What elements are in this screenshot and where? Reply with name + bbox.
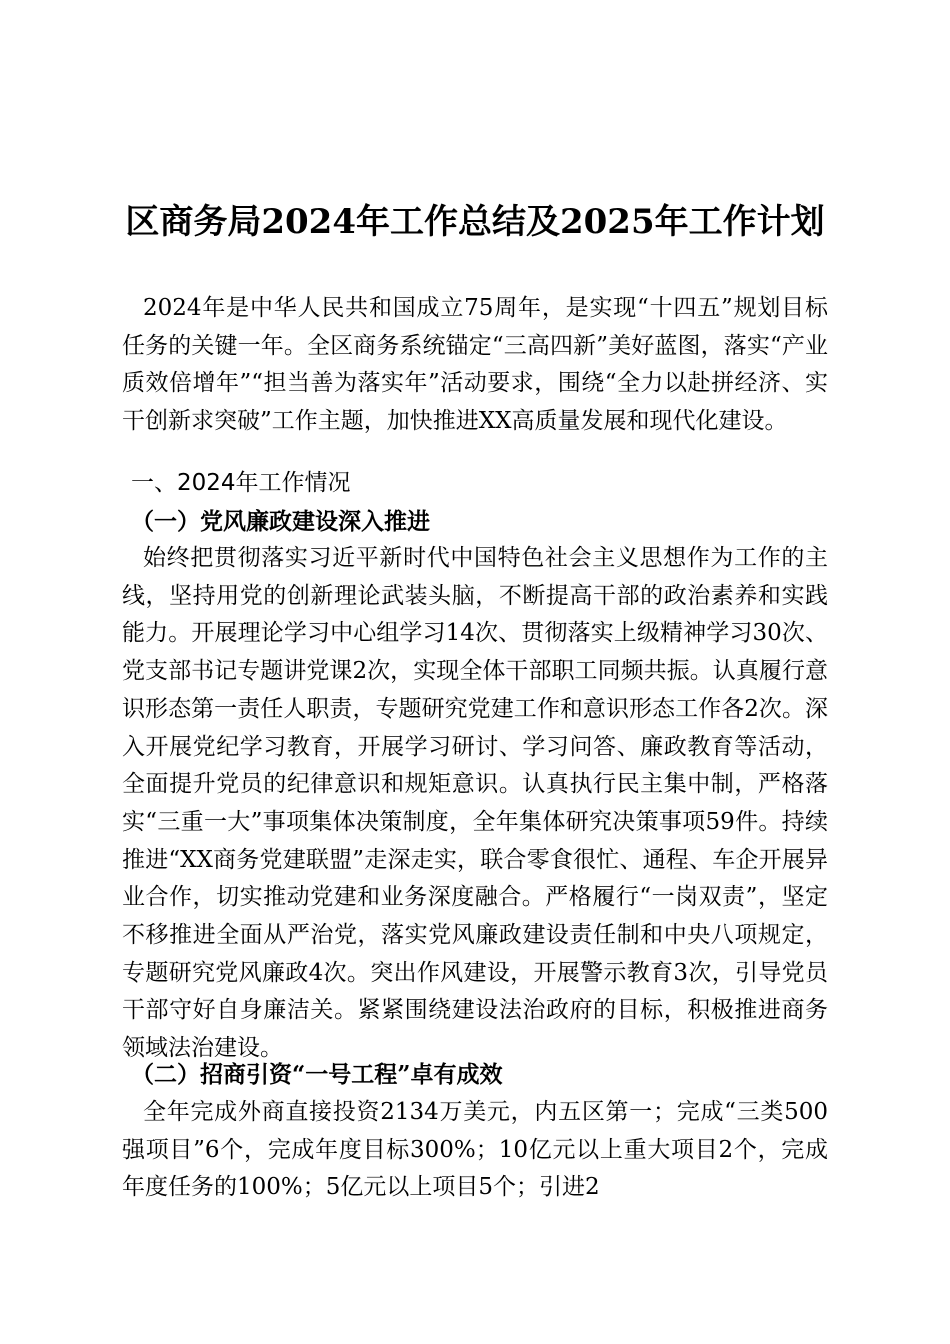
subsection-heading-investment: （二）招商引资“一号工程”卓有成效 (131, 1061, 503, 1088)
party-conduct-paragraph: 始终把贯彻落实习近平新时代中国特色社会主义思想作为工作的主线，坚持用党的创新理论武装头脑，不断提高干部的政治素养和实践能力。开展理论学习中心组学习14次、贯彻落实上级精神学习30次、党支部书记专题讲党课2次，实现全体干部职工同频共振。认真履行意识形态第一责任人职责，专题研究党建工作和意识形态工作各2次。深入开展党纪学习教育，开展学习研讨、学习问答、廉政教育等活动，全面提升党员的纪律意识和规矩意识。认真执行民主集中制，严格落实“三重一大”事项集体决策制度，全年集体研究决策事项59件。持续推进“XX商务党建联盟”走深走实，联合零食很忙、通程、车企开展异业合作，切实推动党建和业务深度融合。严格履行“一岗双责”，坚定不移推进全面从严治党，落实党风廉政建设责任制和中央八项规定，专题研究党风廉政4次。突出作风建设，开展警示教育3次，引导党员干部守好自身廉洁关。紧紧围绕建设法治政府的目标，积极推进商务领域法治建设。 (122, 545, 828, 1062)
intro-paragraph: 2024年是中华人民共和国成立75周年，是实现“十四五”规划目标任务的关键一年。全区商务系统锚定“三高四新”美好蓝图，落实“产业质效倍增年”“担当善为落实年”活动要求，围绕“全力以赴拼经济、实干创新求突破”工作主题，加快推进XX高质量发展和现代化建设。 (122, 295, 828, 435)
investment-paragraph: 全年完成外商直接投资2134万美元，内五区第一；完成“三类500强项目”6个，完成年度目标300%；10亿元以上重大项目2个，完成年度任务的100%；5亿元以上项目5个；引进2 (122, 1099, 828, 1201)
subsection-heading-party-conduct: （一）党风廉政建设深入推进 (131, 508, 430, 535)
section-heading-2024-work: 一、2024年工作情况 (131, 470, 351, 496)
document-title: 区商务局2024年工作总结及2025年工作计划 (125, 202, 825, 242)
